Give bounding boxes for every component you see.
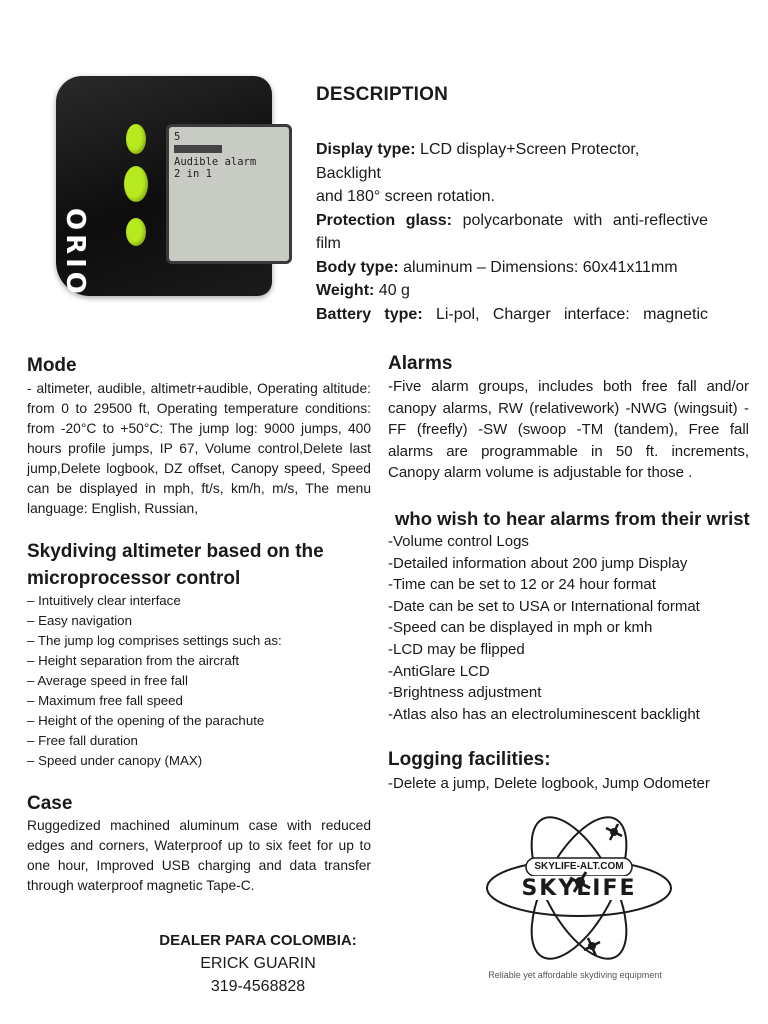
dealer-name: ERICK GUARIN xyxy=(200,955,316,972)
logging-title: Logging facilities: xyxy=(388,749,551,770)
logo-url-text: SKYLIFE-ALT.COM xyxy=(534,861,624,872)
wrist-feature-list xyxy=(388,531,700,725)
protection-value-2: film xyxy=(316,235,341,252)
list-item: -AntiGlare LCD xyxy=(388,662,490,680)
case-title: Case xyxy=(27,793,73,814)
screen-icon-row xyxy=(174,144,284,155)
display-type-label: Display type: xyxy=(316,141,416,158)
skydiving-feature-list xyxy=(27,591,282,771)
body-type-value: aluminum – Dimensions: 60x41x11mm xyxy=(398,258,678,276)
skydiving-title-line-1: Skydiving altimeter based on the xyxy=(27,541,324,562)
list-item: -Brightness adjustment xyxy=(388,684,542,702)
body-type-label: Body type: xyxy=(316,258,399,276)
list-item: – Free fall duration xyxy=(27,733,138,748)
skydiving-title-line-2: microprocessor control xyxy=(27,568,241,589)
screen-line: 2 in 1 xyxy=(174,168,212,180)
description-title: DESCRIPTION xyxy=(316,84,449,105)
protection-label: Protection glass: xyxy=(316,211,452,229)
list-item: -Time can be set to 12 or 24 hour format xyxy=(388,576,656,594)
dealer-phone: 319-4568828 xyxy=(210,978,306,995)
logo-tagline: Reliable yet affordable skydiving equipment xyxy=(488,970,662,980)
body-type-line xyxy=(316,256,708,280)
display-type-value-2: and 180° screen rotation. xyxy=(316,188,495,205)
device-screen xyxy=(166,124,292,264)
protection-line xyxy=(316,209,708,233)
list-item: -Volume control Logs xyxy=(388,533,529,550)
device-button-middle xyxy=(124,166,148,202)
logo-brand-text: SKYLIFE xyxy=(521,876,637,901)
protection-value: polycarbonate with anti-reflective xyxy=(452,211,709,229)
list-item: – Height separation from the aircraft xyxy=(27,653,240,668)
screen-line: Audible alarm xyxy=(174,156,257,168)
battery-line xyxy=(316,303,708,327)
display-type-line xyxy=(316,138,708,185)
mode-text: - altimeter, audible, altimetr+audible, Operating altitude: from 0 to 29500 ft, Operating temperature conditions: from -20°C to +50°C: The jump log: 9000 jumps, 400 hours profile jumps, IP 67, Volume control,Delete last jump,Delete logbook, DZ offset, Canopy speed, Speed can be displayed in mph, ft/s, km/h, m/s, The menu language: English, Russian, xyxy=(27,381,371,516)
device-button-bottom xyxy=(126,218,146,246)
weight-label: Weight: xyxy=(316,282,375,299)
list-item: – Intuitively clear interface xyxy=(27,593,181,608)
list-item: – Maximum free fall speed xyxy=(27,693,183,708)
logging-text: -Delete a jump, Delete logbook, Jump Odometer xyxy=(388,775,710,792)
device-brand-logo: ORION xyxy=(60,208,90,324)
dealer-block xyxy=(110,930,406,998)
weight-line xyxy=(316,279,708,303)
wrist-title: who wish to hear alarms from their wrist xyxy=(395,508,750,529)
list-item: – Easy navigation xyxy=(27,613,132,628)
battery-label: Battery type: xyxy=(316,305,423,323)
list-item: -Speed can be displayed in mph or kmh xyxy=(388,619,653,637)
list-item: -Detailed information about 200 jump Display xyxy=(388,554,688,572)
battery-value: Li-pol, Charger interface: magnetic xyxy=(422,305,708,323)
list-item: – Average speed in free fall xyxy=(27,673,188,688)
alarms-title: Alarms xyxy=(388,353,453,374)
device-image xyxy=(28,52,296,324)
list-item: -LCD may be flipped xyxy=(388,640,525,658)
list-item: -Atlas also has an electroluminescent backlight xyxy=(388,705,700,723)
dealer-label: DEALER PARA COLOMBIA: xyxy=(159,932,357,949)
device-body xyxy=(56,76,272,324)
device-button-top xyxy=(126,124,146,154)
list-item: -Date can be set to USA or International format xyxy=(388,597,700,615)
display-type-value: LCD display+Screen Protector, Backlight xyxy=(316,141,640,182)
list-item: – Speed under canopy (MAX) xyxy=(27,753,203,768)
alarms-text: -Five alarm groups, includes both free fall and/or canopy alarms, RW (relativework) -NWG (wingsuit) - FF (freefly) -SW (swoop -TM (tandem), Free fall alarms are programmable in 50 ft. increments, Canopy alarm volume is adjustable for those . xyxy=(388,378,749,482)
mode-title: Mode xyxy=(27,355,77,376)
screen-line: 5 xyxy=(174,131,181,143)
list-item: – The jump log comprises settings such as: xyxy=(27,633,282,648)
case-text: Ruggedized machined aluminum case with reduced edges and corners, Waterproof up to six feet for up to one hour, Improved USB charging and data transfer through waterproof magnetic Tape-C. xyxy=(27,818,371,893)
weight-value: 40 g xyxy=(374,282,410,299)
list-item: – Height of the opening of the parachute xyxy=(27,713,265,728)
description-body xyxy=(316,138,708,326)
